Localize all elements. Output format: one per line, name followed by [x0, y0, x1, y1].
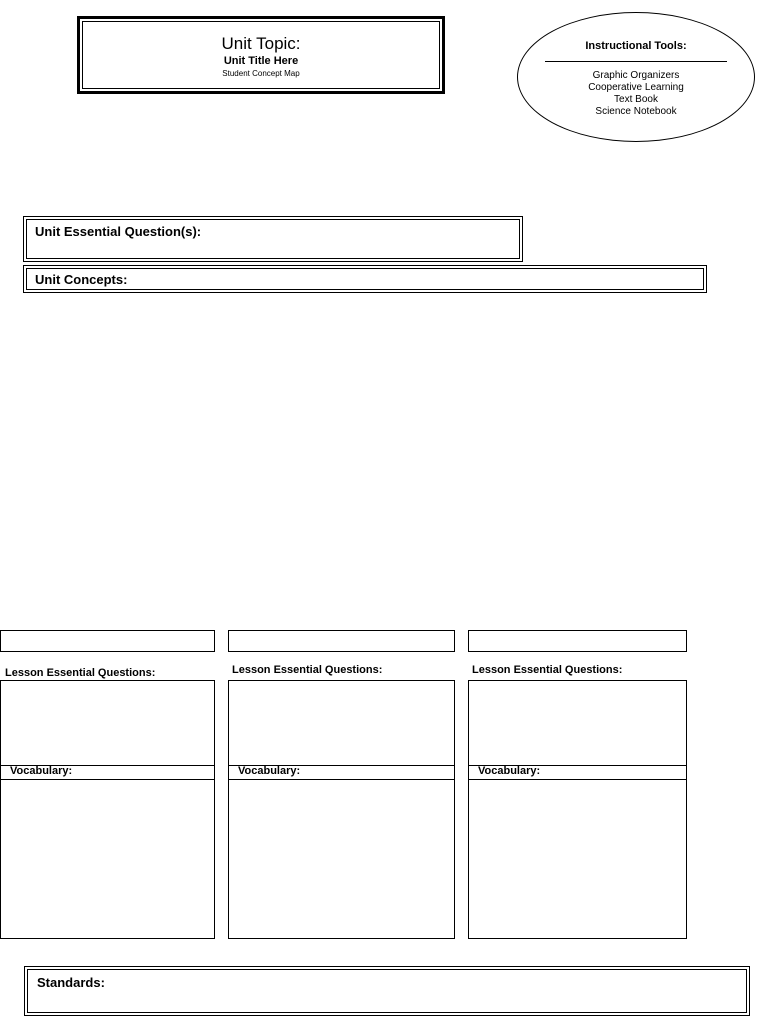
lesson-1-box[interactable]	[0, 680, 215, 939]
tool-item: Graphic Organizers	[592, 70, 680, 81]
unit-essential-questions-box[interactable]	[23, 216, 523, 262]
lesson-1-vocabulary-underline	[1, 779, 214, 780]
instructional-tools-oval	[517, 12, 755, 142]
instructional-tools-list	[518, 70, 754, 118]
unit-topic-heading: Unit Topic:	[221, 34, 301, 53]
tool-item: Science Notebook	[595, 106, 677, 117]
unit-concepts-inner-frame	[26, 268, 704, 290]
lesson-3-vocabulary-underline	[469, 779, 686, 780]
lesson-3-box[interactable]	[468, 680, 687, 939]
concept-map-note: Student Concept Map	[222, 69, 300, 78]
standards-box[interactable]	[24, 966, 750, 1016]
lesson-2-title-field[interactable]	[228, 630, 455, 652]
instructional-tools-heading: Instructional Tools:	[585, 40, 687, 52]
lesson-3-essential-questions-label: Lesson Essential Questions:	[472, 664, 623, 676]
unit-concepts-box[interactable]	[23, 265, 707, 293]
unit-essential-questions-inner-frame	[26, 219, 520, 259]
lesson-2-essential-questions-label: Lesson Essential Questions:	[232, 664, 383, 676]
tool-item: Text Book	[614, 94, 658, 105]
lesson-2-vocabulary-label: Vocabulary:	[238, 765, 301, 777]
unit-concepts-label: Unit Concepts:	[35, 272, 128, 287]
lesson-3-title-field[interactable]	[468, 630, 687, 652]
lesson-1-title-field[interactable]	[0, 630, 215, 652]
instructional-tools-divider	[545, 61, 727, 62]
lesson-2-box[interactable]	[228, 680, 455, 939]
lesson-1-essential-questions-label: Lesson Essential Questions:	[5, 667, 156, 679]
lesson-2-vocabulary-underline	[229, 779, 454, 780]
lesson-1-vocabulary-label: Vocabulary:	[10, 765, 73, 777]
unit-title-box	[77, 16, 445, 94]
unit-title-placeholder: Unit Title Here	[223, 55, 299, 67]
standards-inner-frame	[27, 969, 747, 1013]
standards-label: Standards:	[37, 975, 105, 990]
unit-essential-questions-label: Unit Essential Question(s):	[35, 224, 202, 239]
unit-title-box-inner-frame	[82, 21, 440, 89]
tool-item: Cooperative Learning	[588, 82, 684, 93]
lesson-3-vocabulary-label: Vocabulary:	[478, 765, 541, 777]
